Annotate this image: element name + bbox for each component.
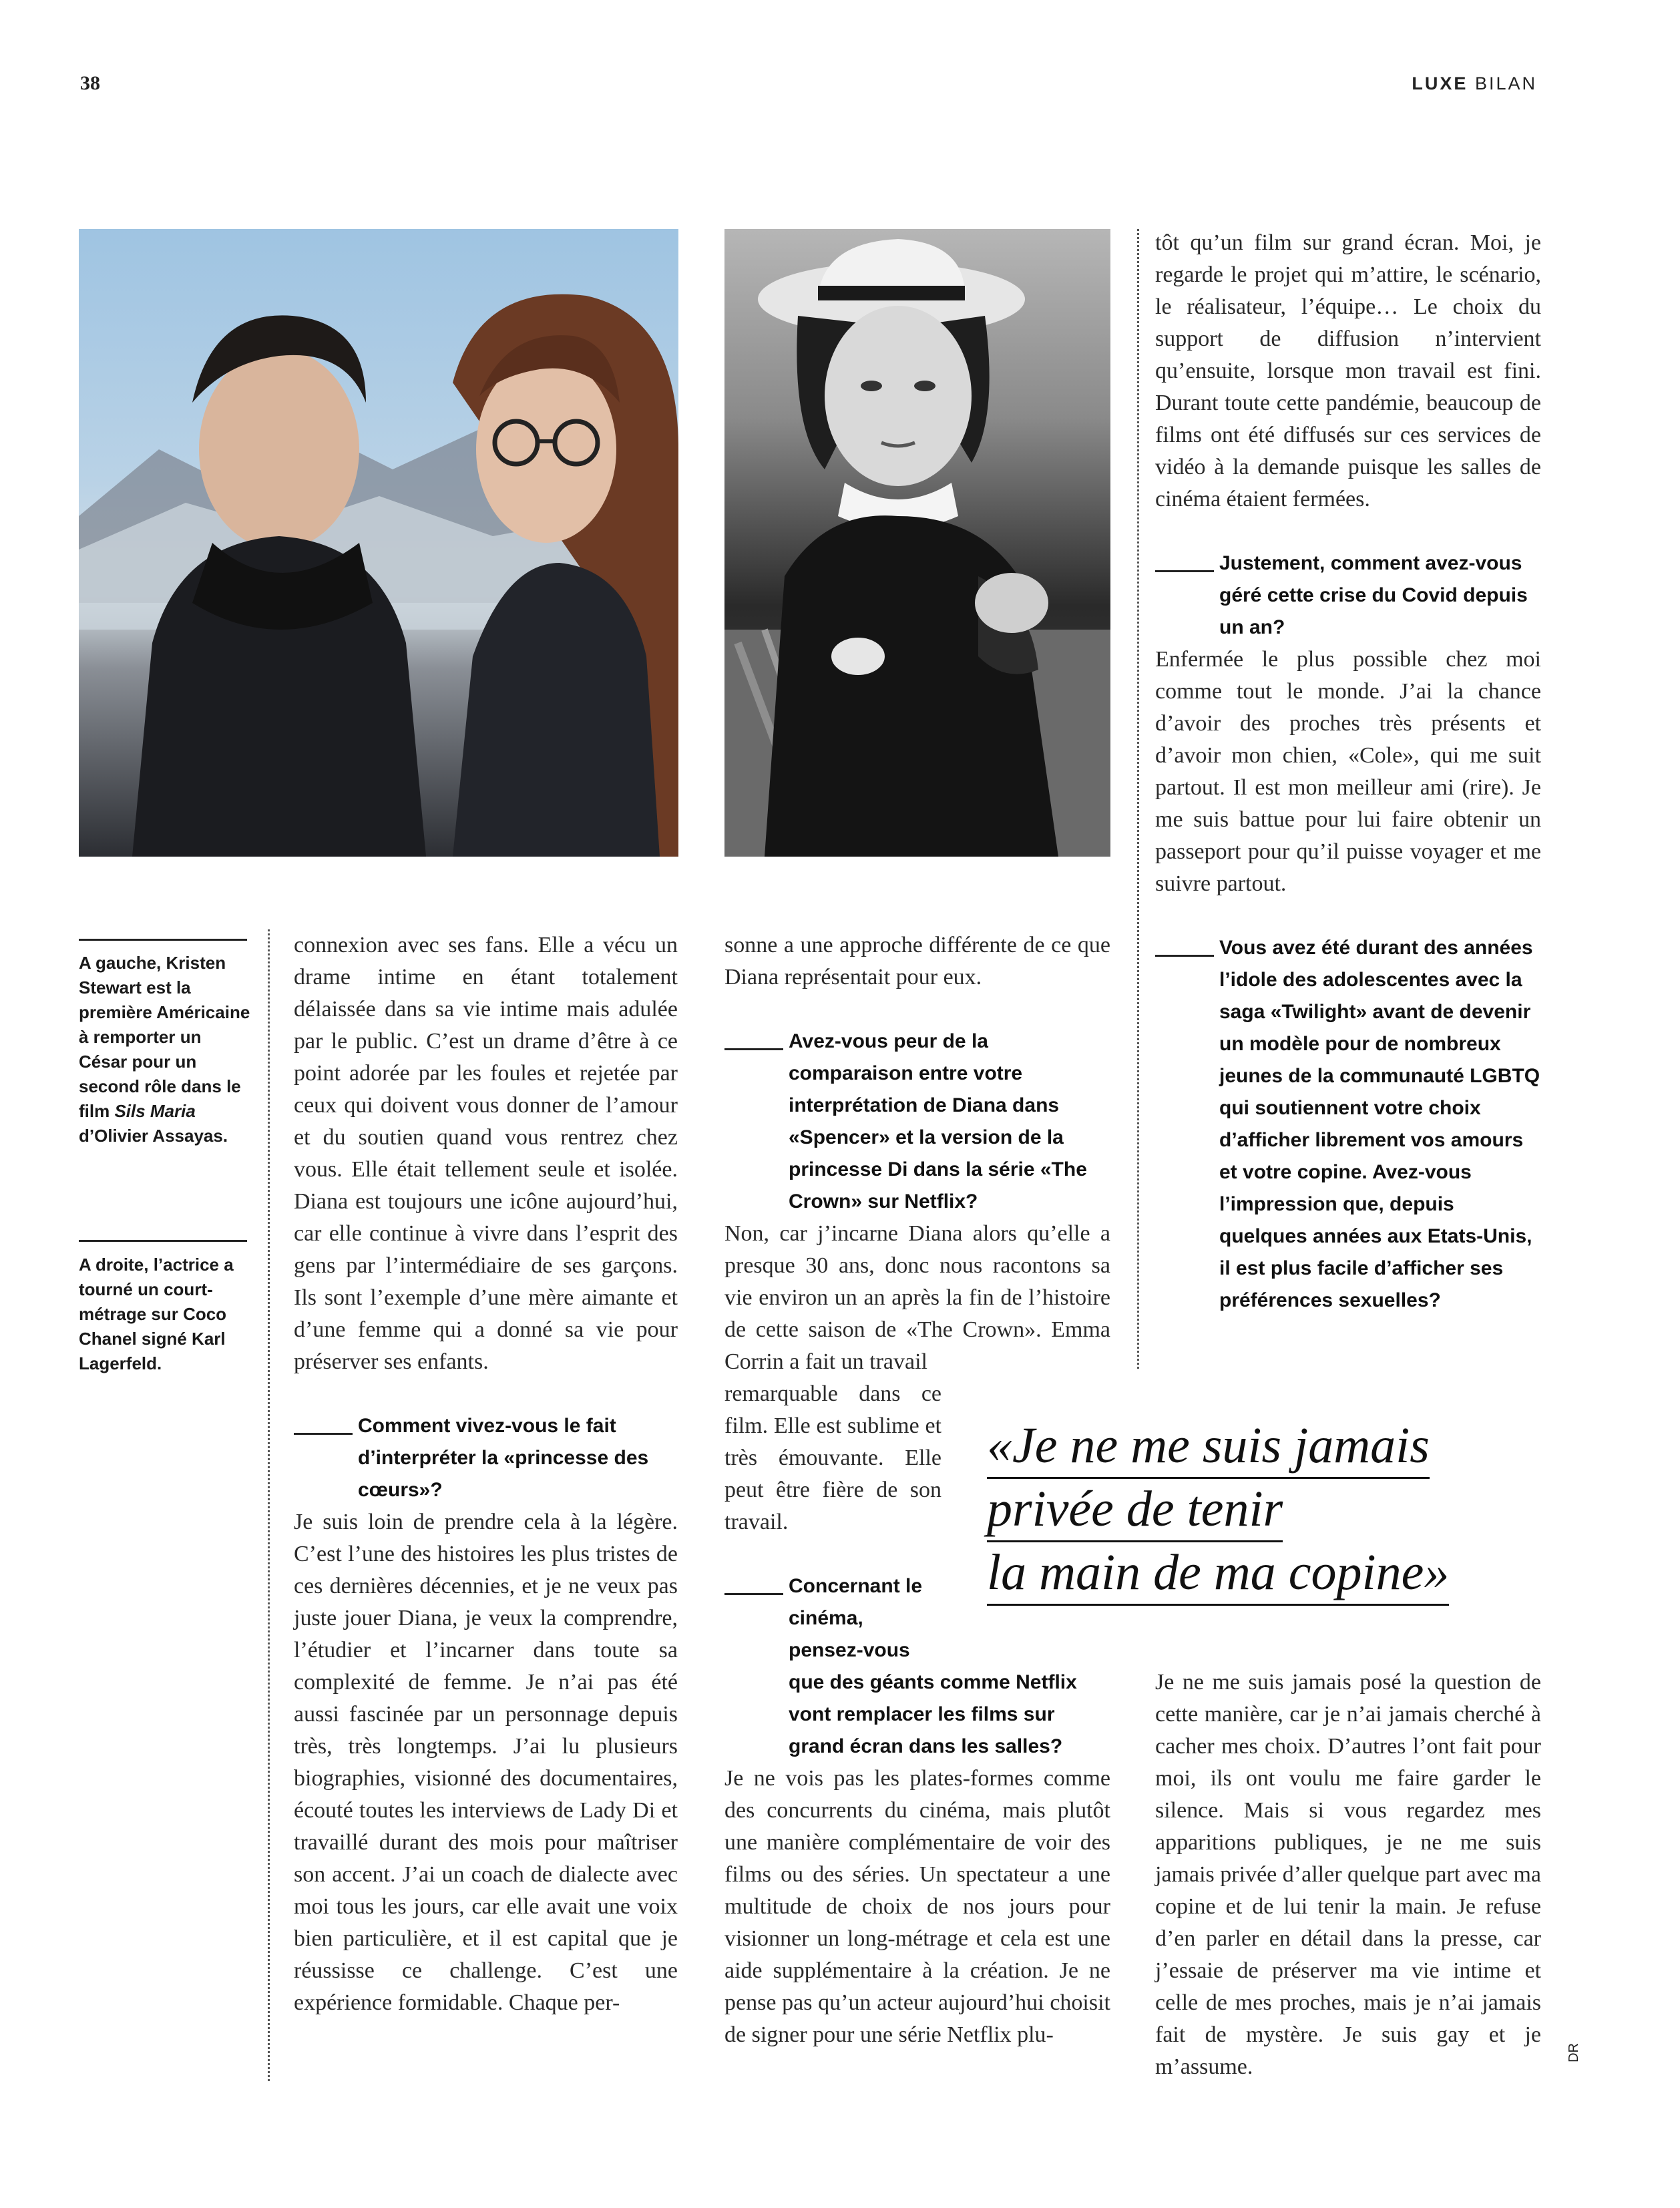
paragraph: Je ne me suis jamais posé la question de cette manière, car je n’ai jamais cherché à cacher mes choix. D’autres l’ont fait pour moi, ils ont voulu me faire garder le silence. Mais si vous regardez mes apparitions publiques, je ne me suis jamais privée d’aller quelque part avec ma copine et de lui tenir la main. Je refuse d’en parler en détail dans la presse, car j’essaie de préserver ma vie intime et celle de mes proches, mais je n’ai jamais fait de mystère. Je suis gay et je m’assume. (1155, 1670, 1541, 2079)
paragraph: connexion avec ses fans. Elle a vécu un drame intime en étant totalement délaissée dans sa vie intime mais adulée par le public. C’est un drame d’être à ce point adorée par les foules et rejetée par ceux qui doivent vous donner de l’amour et du soutien quand vous rentrez chez vous. Elle était tellement seule et isolée. Diana est toujours une icône aujourd’hui, car elle continue à vivre dans l’esprit des gens par l’intermédiaire de ses garçons. Ils sont l’exemple d’une mère aimante et d’une femme qui a donné sa vie pour préserver ses enfants. (294, 933, 678, 1374)
article-column-2-narrow (724, 1378, 941, 1667)
question (1155, 932, 1541, 1317)
photo-left (79, 229, 678, 857)
question-rule (724, 1593, 783, 1595)
question-rule (1155, 955, 1214, 957)
section-name: BILAN (1474, 73, 1537, 93)
paragraph: Je suis loin de prendre cela à la légère. C’est l’une des histoires les plus tristes de ces dernières décennies, et je ne veux pas juste jouer Diana, je veux la comprendre, l’étudier et l’incarner dans toute sa complexité de femme. Je n’ai pas été aussi fascinée par un personnage depuis très, très longtemps. J’ai lu plusieurs biographies, visionné des documentaires, écouté toutes les interviews de Lady Di et travaillé durant des mois pour maîtriser son accent. J’ai un coach de dialecte avec moi tous les jours, car elle avait une voix bien particulière, et il est capital que je réussisse ce challenge. C’est une expérience formidable. Chaque per- (294, 1510, 678, 2015)
caption-rule (79, 1240, 247, 1242)
photo-left-illustration (79, 229, 678, 857)
question-rule (1155, 570, 1214, 572)
question-continued (724, 1667, 1110, 1763)
question-text: que des géants comme Netflix vont remplacer les films sur grand écran dans les salles? (789, 1671, 1077, 1757)
paragraph: sonne a une approche différente de ce que Diana représentait pour eux. (724, 933, 1110, 989)
photo-right-illustration (724, 229, 1110, 857)
caption-left: A gauche, Kristen Stewart est la première Américaine à remporter un César pour un second rôle dans le film Sils Maria d’Olivier Assayas. (79, 953, 250, 1146)
paragraph: Enfermée le plus possible chez moi comme tout le monde. J’ai la chance d’avoir des proches très présents et d’avoir mon chien, «Cole», qui me suit partout. Il est mon meilleur ami (rire). Je me suis battue pour lui faire obtenir un passeport pour qu’il puisse voyager et me suivre partout. (1155, 647, 1541, 896)
photo-right (724, 229, 1110, 857)
article-column-1 (294, 929, 678, 2019)
pull-quote-line-3: la main de ma copine» (987, 1542, 1449, 1606)
section-header (1412, 73, 1537, 94)
question (724, 1026, 1110, 1218)
pull-quote (987, 1415, 1449, 1606)
article-column-3-lower (1155, 1667, 1541, 2083)
caption-rule (79, 939, 247, 941)
paragraph: remarquable dans ce film. Elle est sublime et très émouvante. Elle peut être fière de son travail. (724, 1381, 941, 1534)
page-number: 38 (80, 72, 100, 94)
question-text: Vous avez été durant des années l’idole des adolescentes avec la saga «Twilight» avant de devenir un modèle pour de nombreux jeunes de la communauté LGBTQ qui soutiennent votre choix d’afficher librement vos amours et votre copine. Avez-vous l’impression que, depuis quelques années aux Etats-Unis, il est plus facile d’afficher ses préférences sexuelles? (1219, 937, 1540, 1311)
column-rule (1137, 229, 1139, 1369)
paragraph: Je ne vois pas les plates-formes comme des concurrents du cinéma, mais plutôt une manière complémentaire de voir des films ou des séries. Un spectateur a une multitude de choix de nos jours pour visionner un long-métrage et cela est une aide supplémentaire à la création. Je ne pense pas qu’un acteur aujourd’hui choisit de signer pour une série Netflix plu- (724, 1766, 1110, 2047)
section-bold: LUXE (1412, 73, 1468, 93)
pull-quote-line-1: «Je ne me suis jamais (987, 1415, 1430, 1479)
question-text: Avez-vous peur de la comparaison entre votre interprétation de Diana dans «Spencer» et la version de la princesse Di dans la série «The Crown» sur Netflix? (789, 1030, 1087, 1212)
article-column-3 (1155, 227, 1541, 1317)
paragraph: Non, car j’incarne Diana alors qu’elle a presque 30 ans, donc nous racontons sa vie environ un an après la fin de l’histoire de cette saison de «The Crown». Emma Corrin a fait un travail (724, 1221, 1110, 1374)
pull-quote-line-2: privée de tenir (987, 1479, 1283, 1542)
column-rule (268, 929, 270, 2081)
question-text: Comment vivez-vous le fait d’interpréter la «princesse des cœurs»? (358, 1415, 649, 1501)
question-text: Justement, comment avez-vous géré cette crise du Covid depuis un an? (1219, 552, 1528, 638)
question-rule (294, 1433, 353, 1435)
paragraph: tôt qu’un film sur grand écran. Moi, je regarde le projet qui m’attire, le scénario, le réalisateur, l’équipe… Le choix du support de diffusion n’intervient qu’ensuite, lorsque mon travail est fini. Durant toute cette pandémie, beaucoup de films ont été diffusés sur ces services de vidéo à la demande puisque les salles de cinéma étaient fermées. (1155, 230, 1541, 511)
question-text: Concernant le cinéma, pensez-vous (789, 1575, 923, 1661)
caption-right: A droite, l’actrice a tourné un court-métrage sur Coco Chanel signé Karl Lagerfeld. (79, 1255, 234, 1373)
article-column-2-lower (724, 1667, 1110, 2051)
photo-credit: DR (1566, 2043, 1581, 2062)
question-rule (724, 1048, 783, 1050)
question (724, 1570, 941, 1667)
article-column-2 (724, 929, 1110, 1378)
question (294, 1410, 678, 1506)
question (1155, 547, 1541, 644)
